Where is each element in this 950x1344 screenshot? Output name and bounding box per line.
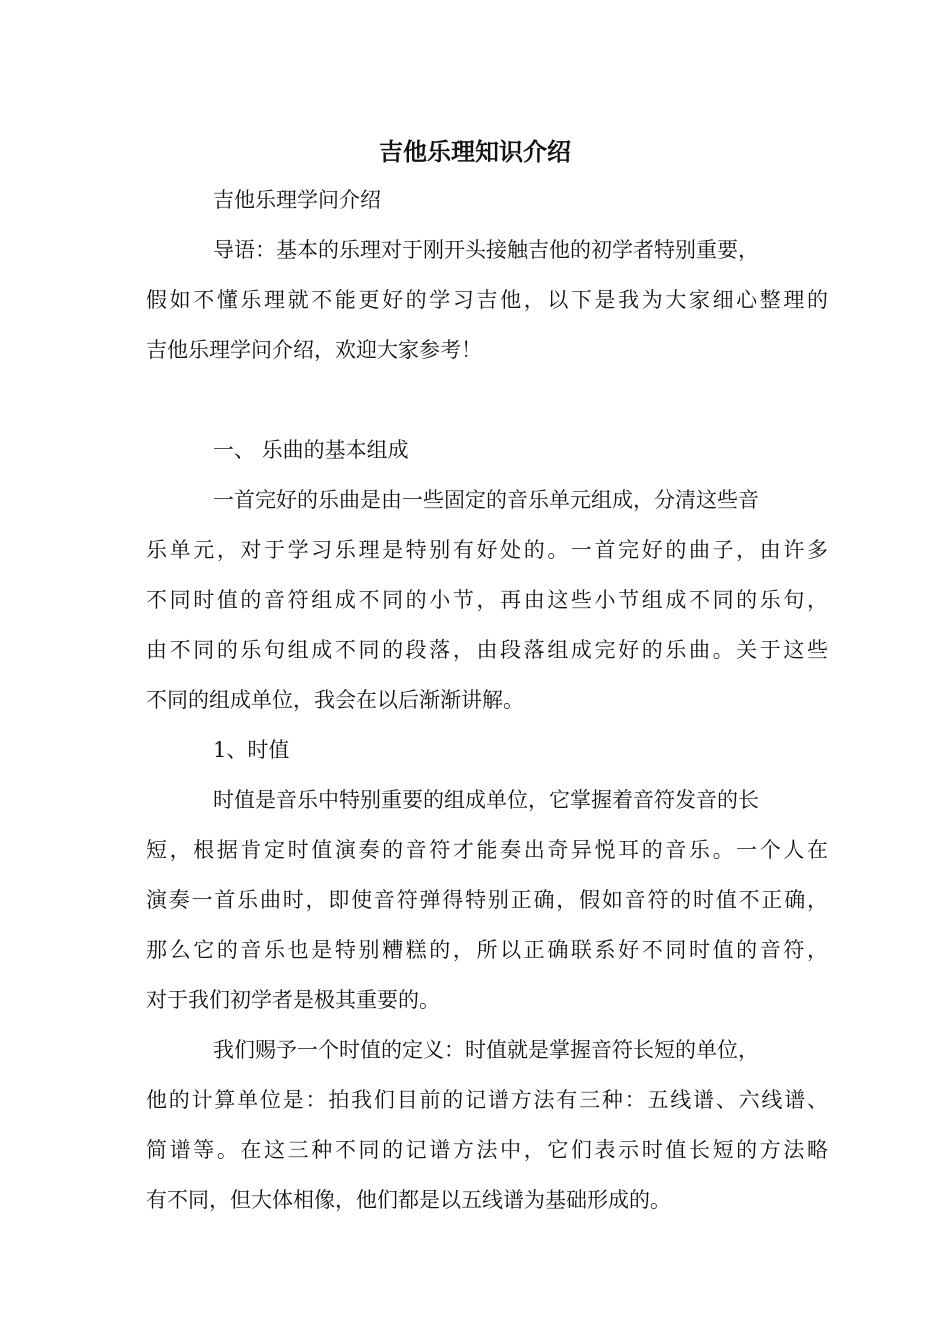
paragraph-line: 不同的组成单位，我会在以后渐渐讲解。 bbox=[146, 688, 524, 712]
paragraph-line: 乐单元，对于学习乐理是特别有好处的。一首完好的曲子，由许多 bbox=[146, 538, 828, 562]
paragraph-line: 不同时值的音符组成不同的小节，再由这些小节组成不同的乐句， bbox=[146, 588, 828, 612]
document-title: 吉他乐理知识介绍 bbox=[379, 137, 571, 166]
paragraph-line: 一首完好的乐曲是由一些固定的音乐单元组成，分清这些音 bbox=[213, 488, 759, 512]
section-heading: 一、 乐曲的基本组成 bbox=[213, 438, 409, 462]
document-subtitle: 吉他乐理学问介绍 bbox=[213, 188, 381, 212]
intro-line: 吉他乐理学问介绍，欢迎大家参考！ bbox=[146, 338, 482, 362]
paragraph-line: 那么它的音乐也是特别糟糕的，所以正确联系好不同时值的音符， bbox=[146, 938, 828, 962]
paragraph-line: 他的计算单位是：拍我们目前的记谱方法有三种：五线谱、六线谱、 bbox=[146, 1088, 828, 1112]
intro-line: 导语：基本的乐理对于刚开头接触吉他的初学者特别重要， bbox=[213, 238, 759, 262]
paragraph-line: 演奏一首乐曲时，即使音符弹得特别正确，假如音符的时值不正确， bbox=[146, 888, 828, 912]
paragraph-line: 由不同的乐句组成不同的段落，由段落组成完好的乐曲。关于这些 bbox=[146, 638, 828, 662]
subsection-heading: 1、时值 bbox=[213, 738, 290, 762]
paragraph-line: 有不同，但大体相像，他们都是以五线谱为基础形成的。 bbox=[146, 1188, 671, 1212]
paragraph-line: 时值是音乐中特别重要的组成单位，它掌握着音符发音的长 bbox=[213, 788, 759, 812]
paragraph-line: 对于我们初学者是极其重要的。 bbox=[146, 988, 440, 1012]
intro-line: 假如不懂乐理就不能更好的学习吉他，以下是我为大家细心整理的 bbox=[146, 288, 828, 312]
paragraph-line: 短，根据肯定时值演奏的音符才能奏出奇异悦耳的音乐。一个人在 bbox=[146, 838, 828, 862]
paragraph-line: 简谱等。在这三种不同的记谱方法中，它们表示时值长短的方法略 bbox=[146, 1138, 828, 1162]
paragraph-line: 我们赐予一个时值的定义：时值就是掌握音符长短的单位， bbox=[213, 1038, 759, 1062]
